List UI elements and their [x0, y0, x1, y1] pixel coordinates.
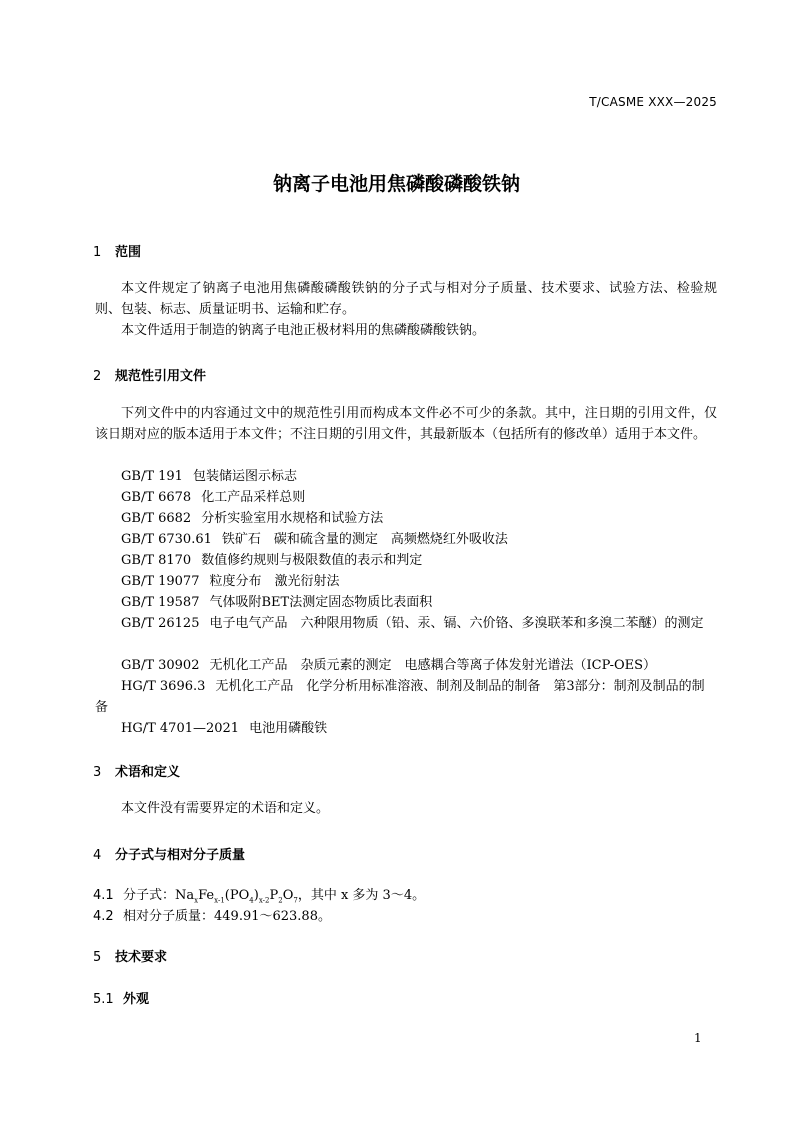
terms-paragraph: 本文件没有需要界定的术语和定义。 — [121, 801, 330, 816]
reference-item — [95, 613, 717, 634]
reference-title: 包装储运图示标志 — [192, 469, 297, 484]
formula-note: ，其中 x 多为 3～4。 — [297, 888, 426, 903]
reference-title: 化工产品采样总则 — [201, 490, 306, 505]
section-number: 4 — [93, 848, 102, 863]
reference-code: GB/T 30902 — [121, 658, 200, 673]
molecular-formula: $Na_xFe_{x-1}(PO_4)_{x-2}P_2O_7$ — [175, 888, 298, 905]
clause-label: 分子式： — [123, 888, 176, 903]
section-1-heading — [93, 241, 141, 260]
reference-code: GB/T 8170 — [121, 553, 192, 568]
section-3-heading — [93, 761, 180, 780]
reference-title: 电池用磷酸铁 — [249, 721, 328, 736]
reference-item — [95, 655, 717, 676]
section-number: 3 — [93, 765, 102, 780]
reference-code: GB/T 19077 — [121, 574, 200, 589]
reference-item — [95, 466, 717, 487]
reference-title: 铁矿石 碳和硫含量的测定 高频燃烧红外吸收法 — [221, 532, 508, 547]
clause-4-2 — [93, 905, 331, 924]
reference-code: HG/T 4701—2021 — [121, 721, 240, 736]
reference-title: 数值修约规则与极限数值的表示和判定 — [201, 553, 423, 568]
reference-item — [95, 487, 717, 508]
section-title: 术语和定义 — [115, 765, 181, 780]
subsection-title: 外观 — [123, 992, 150, 1007]
section-title: 规范性引用文件 — [115, 369, 207, 384]
reference-item — [95, 529, 717, 550]
subsection-number: 5.1 — [93, 992, 114, 1007]
reference-title: 气体吸附BET法测定固态物质比表面积 — [209, 595, 433, 610]
scope-paragraph-1: 本文件规定了钠离子电池用焦磷酸磷酸铁钠的分子式与相对分子质量、技术要求、试验方法、检验规则、包装、标志、质量证明书、运输和贮存。 — [95, 281, 717, 317]
reference-code: GB/T 6730.61 — [121, 532, 212, 547]
reference-code: GB/T 26125 — [121, 616, 200, 631]
clause-number: 4.1 — [93, 888, 114, 903]
document-code: T/CASME XXX—2025 — [589, 95, 717, 109]
section-title: 技术要求 — [115, 950, 168, 965]
reference-title: 粒度分布 激光衍射法 — [209, 574, 340, 589]
reference-item — [95, 718, 717, 739]
clause-number: 4.2 — [93, 909, 114, 924]
normative-references-intro: 下列文件中的内容通过文中的规范性引用而构成本文件必不可少的条款。其中，注日期的引用文件，仅该日期对应的版本适用于本文件；不注日期的引用文件，其最新版本（包括所有的修改单）适用于本文件。 — [95, 406, 717, 442]
reference-item — [95, 676, 717, 718]
reference-item — [95, 550, 717, 571]
document-title: 钠离子电池用焦磷酸磷酸铁钠 — [272, 173, 520, 195]
reference-item — [95, 592, 717, 613]
section-2-heading — [93, 365, 206, 384]
section-5-heading — [93, 946, 167, 965]
section-number: 1 — [93, 245, 102, 260]
subsection-5-1-heading — [93, 988, 149, 1007]
reference-code: GB/T 19587 — [121, 595, 200, 610]
reference-title: 分析实验室用水规格和试验方法 — [201, 511, 384, 526]
section-number: 5 — [93, 950, 102, 965]
reference-code: GB/T 6682 — [121, 511, 192, 526]
clause-4-1 — [93, 884, 425, 905]
section-4-heading — [93, 844, 245, 863]
reference-title: 无机化工产品 化学分析用标准溶液、制剂及制品的制备 第3部分：制剂及制品的制备 — [95, 679, 705, 715]
clause-text: 相对分子质量：449.91～623.88。 — [123, 909, 331, 924]
section-title: 范围 — [115, 245, 142, 260]
scope-paragraph-2: 本文件适用于制造的钠离子电池正极材料用的焦磷酸磷酸铁钠。 — [121, 323, 486, 338]
reference-code: GB/T 191 — [121, 469, 183, 484]
section-title: 分子式与相对分子质量 — [115, 848, 246, 863]
reference-item — [95, 508, 717, 529]
reference-code: HG/T 3696.3 — [121, 679, 206, 694]
reference-title: 电子电气产品 六种限用物质（铅、汞、镉、六价铬、多溴联苯和多溴二苯醚）的测定 — [209, 616, 704, 631]
section-number: 2 — [93, 369, 102, 384]
reference-code: GB/T 6678 — [121, 490, 192, 505]
reference-title: 无机化工产品 杂质元素的测定 电感耦合等离子体发射光谱法（ICP-OES） — [209, 658, 657, 673]
page-number: 1 — [694, 1031, 702, 1045]
reference-item — [95, 571, 717, 592]
